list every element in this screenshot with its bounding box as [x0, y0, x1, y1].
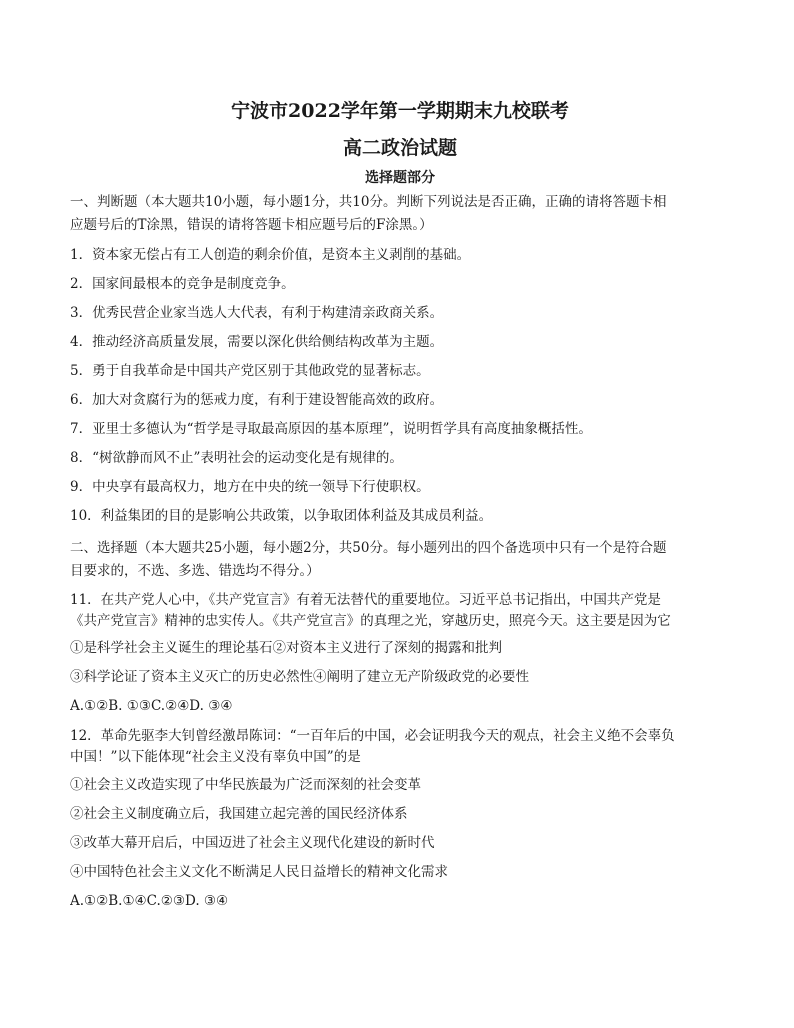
q11-option-line1: ①是科学社会主义诞生的理论基石②对资本主义进行了深刻的揭露和批判: [70, 640, 502, 656]
q11-stem-line1: 11．在共产党人心中，《共产党宣言》有着无法替代的重要地位。习近平总书记指出，中国共产党是: [70, 592, 661, 608]
exam-title: 宁波市2022学年第一学期期末九校联考: [231, 100, 569, 122]
judge-item-4: 4．推动经济高质量发展，需要以深化供给侧结构改革为主题。: [70, 334, 444, 350]
q11-stem-line2: 《共产党宣言》精神的忠实传人。《共产党宣言》的真理之光，穿越历史，照亮今天。这主要是因为它: [70, 613, 671, 629]
judge-item-10: 10．利益集团的目的是影响公共政策，以争取团体利益及其成员利益。: [70, 508, 493, 524]
section-title: 选择题部分: [365, 170, 435, 186]
judge-item-3: 3．优秀民营企业家当选人大代表，有利于构建清亲政商关系。: [70, 305, 444, 321]
judge-item-6: 6．加大对贪腐行为的惩戒力度，有利于建设智能高效的政府。: [70, 392, 444, 408]
part1-heading-line2: 应题号后的T涂黑，错误的请将答题卡相应题号后的F涂黑。）: [70, 217, 433, 233]
q12-option-4: ④中国特色社会主义文化不断满足人民日益增长的精神文化需求: [70, 864, 448, 880]
q12-option-1: ①社会主义改造实现了中华民族最为广泛而深刻的社会变革: [70, 777, 421, 793]
q12-option-2: ②社会主义制度确立后，我国建立起完善的国民经济体系: [70, 806, 408, 822]
judge-item-2: 2．国家间最根本的竞争是制度竞争。: [70, 276, 295, 292]
exam-subtitle: 高二政治试题: [342, 137, 457, 159]
judge-item-9: 9．中央享有最高权力，地方在中央的统一领导下行使职权。: [70, 479, 430, 495]
judge-item-8: 8．“树欲静而风不止”表明社会的运动变化是有规律的。: [70, 450, 403, 466]
judge-item-5: 5．勇于自我革命是中国共产党区别于其他政党的显著标志。: [70, 363, 430, 379]
q11-answer-choices: A.①②B. ①③C.②④D. ③④: [70, 698, 233, 714]
part1-heading-line1: 一、判断题（本大题共10小题，每小题1分，共10分。判断下列说法是否正确，正确的请将答题卡相: [70, 194, 667, 210]
q12-option-3: ③改革大幕开启后，中国迈进了社会主义现代化建设的新时代: [70, 835, 435, 851]
part2-heading-line2: 目要求的，不选、多选、错选均不得分。）: [70, 563, 320, 579]
q12-answer-choices: A.①②B.①④C.②③D. ③④: [70, 893, 229, 909]
q12-stem-line2: 中国！”以下能体现“社会主义没有辜负中国”的是: [70, 749, 361, 765]
judge-item-1: 1．资本家无偿占有工人创造的剩余价值，是资本主义剥削的基础。: [70, 247, 471, 263]
q12-stem-line1: 12．革命先驱李大钊曾经激昂陈词：“一百年后的中国，必会证明我今天的观点，社会主义绝不会辜负: [70, 728, 675, 744]
part2-heading-line1: 二、选择题（本大题共25小题，每小题2分，共50分。每小题列出的四个备选项中只有一个是符合题: [70, 540, 667, 556]
judge-item-7: 7．亚里士多德认为“哲学是寻取最高原因的基本原理”，说明哲学具有高度抽象概括性。: [70, 421, 592, 437]
q11-option-line2: ③科学论证了资本主义灭亡的历史必然性④阐明了建立无产阶级政党的必要性: [70, 669, 529, 685]
